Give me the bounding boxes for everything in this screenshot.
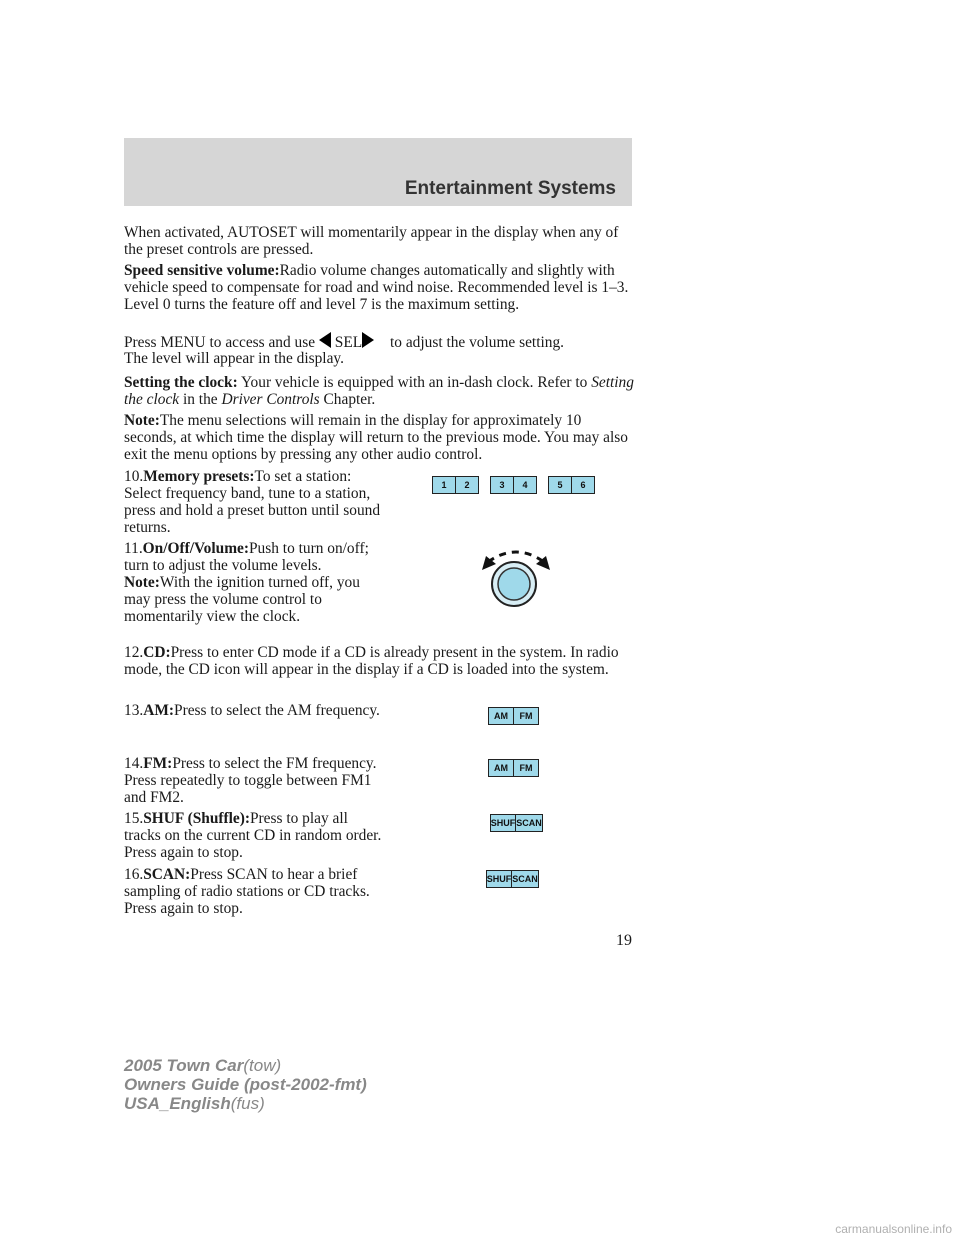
clock-ref-1: Setting the clock bbox=[124, 374, 634, 408]
item-label: SHUF (Shuffle): bbox=[143, 810, 250, 827]
preset-button-3: 3 bbox=[499, 480, 505, 490]
am-button: AM bbox=[494, 711, 508, 721]
autoset-paragraph: When activated, AUTOSET will momentarily appear in the display when any of the preset controls are pressed. bbox=[124, 224, 619, 258]
item-label: AM: bbox=[143, 702, 175, 719]
item-text: To set a station: Select frequency band, tune to a station, press and hold a preset button until sound returns. bbox=[124, 468, 381, 536]
clock-paragraph bbox=[124, 374, 634, 408]
note-text: The menu selections will remain in the display for approximately 10 seconds, at which time the display will return to the previous mode. You may also exit the menu options by pressing any other audio control. bbox=[124, 412, 628, 463]
volume-knob-icon bbox=[476, 540, 556, 612]
fm-button: FM bbox=[513, 760, 538, 776]
item-16 bbox=[124, 866, 384, 917]
item-text: Press to enter CD mode if a CD is already present in the system. In radio mode, the CD icon will appear in the display if a CD is loaded into the system. bbox=[124, 644, 619, 678]
item-text: Press to select the FM frequency. Press repeatedly to toggle between FM1 and FM2. bbox=[124, 755, 377, 806]
item-11 bbox=[124, 540, 384, 625]
press-menu-paragraph bbox=[124, 332, 634, 351]
fm-button: FM bbox=[513, 708, 538, 724]
preset-button-5: 5 bbox=[557, 480, 563, 490]
item-label: On/Off/Volume: bbox=[142, 540, 249, 557]
item-number: 13. bbox=[124, 702, 144, 719]
press-menu-text-b: to adjust the volume setting. bbox=[390, 334, 564, 351]
shuf-button: SHUF bbox=[490, 818, 516, 828]
item-label: CD: bbox=[143, 644, 171, 661]
footer bbox=[124, 1056, 367, 1113]
scan-button: SCAN bbox=[511, 871, 538, 887]
item-number: 12. bbox=[124, 644, 144, 661]
am-button: AM bbox=[494, 763, 508, 773]
footer-guide: Owners Guide (post-2002-fmt) bbox=[124, 1075, 367, 1094]
item-13 bbox=[124, 702, 384, 719]
preset-button-1: 1 bbox=[441, 480, 447, 490]
item-number: 16. bbox=[124, 866, 144, 883]
watermark: carmanualsonline.info bbox=[835, 1222, 952, 1236]
item-text: Press SCAN to hear a brief sampling of radio stations or CD tracks. Press again to stop. bbox=[124, 866, 370, 917]
clock-ref-2: Driver Controls bbox=[221, 391, 320, 408]
item-15 bbox=[124, 810, 384, 861]
speed-volume-paragraph bbox=[124, 262, 634, 313]
press-menu-text-a: Press MENU to access and use bbox=[124, 334, 316, 351]
sel-label: SEL bbox=[334, 334, 363, 351]
preset-button-6: 6 bbox=[571, 477, 594, 493]
page-number: 19 bbox=[616, 932, 632, 949]
item-note-label: Note: bbox=[124, 574, 160, 591]
page-title: Entertainment Systems bbox=[404, 178, 616, 199]
scan-button: SCAN bbox=[515, 815, 542, 831]
preset-button-2: 2 bbox=[455, 477, 478, 493]
shuf-scan-buttons-2 bbox=[486, 870, 539, 888]
right-arrow-icon bbox=[362, 332, 374, 348]
item-number: 14. bbox=[124, 755, 144, 772]
item-number: 15. bbox=[124, 810, 144, 827]
item-number: 11. bbox=[124, 540, 143, 557]
item-14 bbox=[124, 755, 384, 806]
speed-volume-label: Speed sensitive volume: bbox=[124, 262, 280, 279]
footer-language-code: (fus) bbox=[230, 1094, 265, 1113]
clock-text-b: in the bbox=[182, 391, 218, 408]
item-10 bbox=[124, 468, 384, 536]
am-fm-buttons-1 bbox=[488, 707, 539, 725]
item-text: Push to turn on/off; turn to adjust the volume levels. bbox=[124, 540, 369, 574]
preset-button-4: 4 bbox=[513, 477, 536, 493]
am-fm-buttons-2 bbox=[488, 759, 539, 777]
footer-model-code: (tow) bbox=[243, 1056, 282, 1075]
item-note-text: With the ignition turned off, you may press the volume control to momentarily view the clock. bbox=[124, 574, 360, 625]
item-label: Memory presets: bbox=[143, 468, 255, 485]
item-text: Press to select the AM frequency. bbox=[174, 702, 380, 719]
item-label: FM: bbox=[143, 755, 173, 772]
shuf-button: SHUF bbox=[486, 874, 512, 884]
item-number: 10. bbox=[124, 468, 144, 485]
speed-volume-text: Radio volume changes automatically and slightly with vehicle speed to compensate for road and wind noise. Recommended level is 1–3. Level 0 turns the feature off and level 7 is the maximum setting. bbox=[124, 262, 629, 313]
left-arrow-icon bbox=[319, 332, 331, 348]
header-band bbox=[124, 138, 632, 206]
footer-language: USA_English bbox=[124, 1094, 231, 1113]
item-12 bbox=[124, 644, 634, 678]
item-label: SCAN: bbox=[143, 866, 191, 883]
footer-model: 2005 Town Car bbox=[124, 1056, 244, 1075]
preset-buttons-c bbox=[548, 476, 595, 494]
level-paragraph: The level will appear in the display. bbox=[124, 350, 344, 367]
note-paragraph bbox=[124, 412, 634, 463]
clock-text-a: Your vehicle is equipped with an in-dash clock. Refer to bbox=[240, 374, 588, 391]
clock-text-c: Chapter. bbox=[323, 391, 376, 408]
clock-label: Setting the clock: bbox=[124, 374, 238, 391]
preset-buttons-a bbox=[432, 476, 479, 494]
shuf-scan-buttons-1 bbox=[490, 814, 543, 832]
preset-buttons-b bbox=[490, 476, 537, 494]
item-text: Press to play all tracks on the current CD in random order. Press again to stop. bbox=[124, 810, 382, 861]
note-label: Note: bbox=[124, 412, 160, 429]
